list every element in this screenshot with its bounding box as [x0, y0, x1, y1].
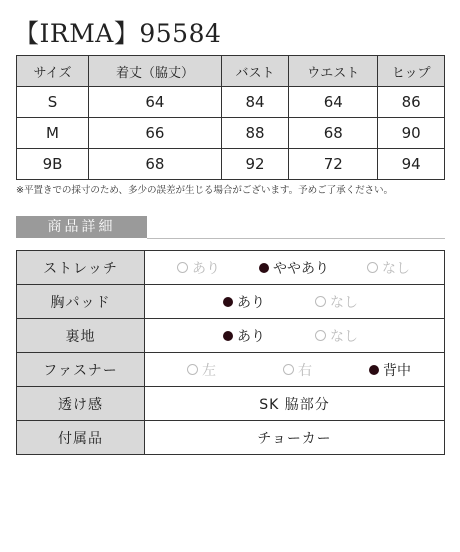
- detail-options: [145, 251, 445, 285]
- detail-options: [145, 285, 445, 319]
- detail-row-stretch: [17, 251, 445, 285]
- option-label: 右: [298, 362, 312, 379]
- size-table-header: [17, 56, 445, 87]
- section-label-details: 商品詳細: [16, 216, 147, 238]
- header-size: サイズ: [17, 56, 89, 87]
- detail-row-lining: [17, 319, 445, 353]
- cell-hip: 94: [378, 149, 445, 180]
- detail-value: SK 脇部分: [145, 387, 445, 421]
- detail-options: [145, 319, 445, 353]
- cell-size: M: [17, 118, 89, 149]
- cell-waist: 72: [289, 149, 378, 180]
- size-table: [16, 55, 445, 180]
- header-hip: ヒップ: [378, 56, 445, 87]
- option-group: [145, 251, 444, 284]
- option-item: [315, 326, 358, 346]
- radio-dot-icon: [259, 263, 269, 273]
- option-item: [223, 326, 315, 346]
- cell-hip: 90: [378, 118, 445, 149]
- option-label: あり: [237, 294, 265, 311]
- cell-length: 68: [89, 149, 222, 180]
- measurement-note: ※平置きでの採寸のため、多少の誤差が生じる場合がございます。予めご了承ください。: [16, 185, 394, 196]
- cell-size: 9B: [17, 149, 89, 180]
- detail-label: 裏地: [17, 319, 145, 353]
- detail-label: ストレッチ: [17, 251, 145, 285]
- option-label: なし: [330, 328, 358, 345]
- header-bust: バスト: [221, 56, 288, 87]
- radio-dot-icon: [223, 331, 233, 341]
- detail-value: チョーカー: [145, 421, 445, 455]
- option-label: あり: [192, 260, 220, 277]
- cell-bust: 88: [221, 118, 288, 149]
- detail-row-accessories: [17, 421, 445, 455]
- cell-bust: 92: [221, 149, 288, 180]
- option-item: [369, 360, 411, 380]
- table-row: [17, 118, 445, 149]
- option-item: [367, 258, 410, 278]
- detail-row-chest-pad: [17, 285, 445, 319]
- option-group: [145, 353, 444, 386]
- radio-dot-icon: [369, 365, 379, 375]
- cell-size: S: [17, 87, 89, 118]
- cell-length: 66: [89, 118, 222, 149]
- cell-length: 64: [89, 87, 222, 118]
- radio-dot-icon: [223, 297, 233, 307]
- table-row: [17, 149, 445, 180]
- cell-hip: 86: [378, 87, 445, 118]
- header-waist: ウエスト: [289, 56, 378, 87]
- table-row: [17, 87, 445, 118]
- radio-dot-icon: [177, 262, 188, 273]
- option-label: ややあり: [273, 260, 329, 277]
- cell-waist: 64: [289, 87, 378, 118]
- option-item: [177, 258, 259, 278]
- detail-table: [16, 250, 445, 455]
- radio-dot-icon: [315, 330, 326, 341]
- radio-dot-icon: [283, 364, 294, 375]
- option-group: [145, 319, 444, 352]
- radio-dot-icon: [367, 262, 378, 273]
- cell-bust: 84: [221, 87, 288, 118]
- option-label: あり: [237, 328, 265, 345]
- product-title: 【IRMA】95584: [14, 19, 222, 48]
- option-label: 左: [202, 362, 216, 379]
- detail-label: 付属品: [17, 421, 145, 455]
- radio-dot-icon: [187, 364, 198, 375]
- header-length: 着丈（脇丈）: [89, 56, 222, 87]
- section-divider: [147, 238, 445, 239]
- option-item: [315, 292, 358, 312]
- option-item: [259, 258, 367, 278]
- detail-label: 胸パッド: [17, 285, 145, 319]
- detail-label: ファスナー: [17, 353, 145, 387]
- radio-dot-icon: [315, 296, 326, 307]
- detail-options: [145, 353, 445, 387]
- detail-label: 透け感: [17, 387, 145, 421]
- option-label: なし: [330, 294, 358, 311]
- option-group: [145, 285, 444, 318]
- cell-waist: 68: [289, 118, 378, 149]
- option-label: 背中: [383, 362, 411, 379]
- option-item: [187, 360, 283, 380]
- detail-row-fastener: [17, 353, 445, 387]
- option-item: [283, 360, 369, 380]
- option-label: なし: [382, 260, 410, 277]
- option-item: [223, 292, 315, 312]
- detail-row-sheer: [17, 387, 445, 421]
